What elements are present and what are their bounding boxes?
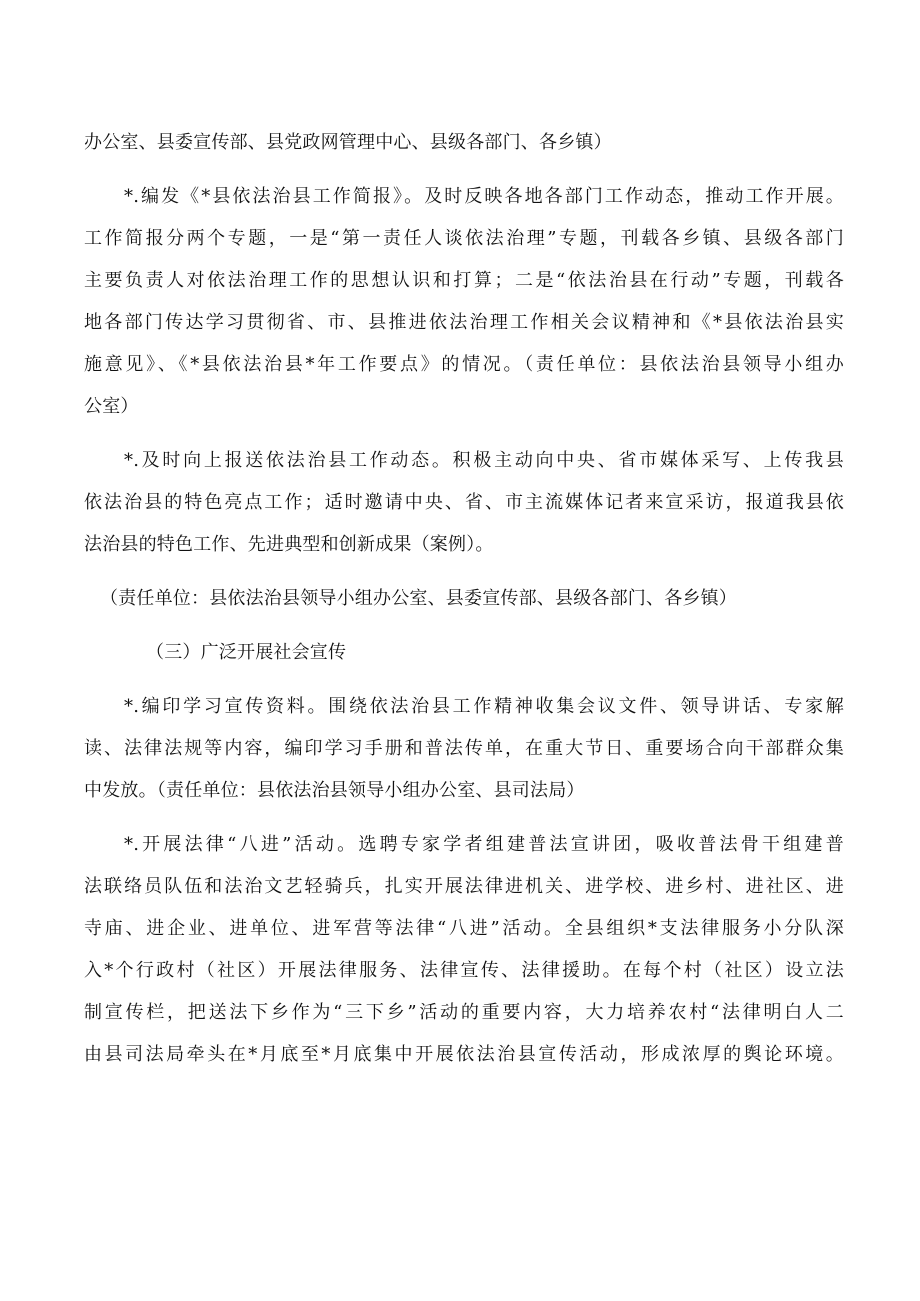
item-materials-line-3: 中发放。（责任单位：县依法治县领导小组办公室、县司法局） <box>84 780 585 801</box>
item-report-line-1: *.及时向上报送依法治县工作动态。积极主动向中央、省市媒体采写、上传我县 <box>124 450 844 471</box>
item-materials-line-2: 读、法律法规等内容，编印学习手册和普法传单，在重大节日、重要场合向干部群众集 <box>84 738 844 759</box>
item-eight-line-2: 法联络员队伍和法治文艺轻骑兵，扎实开展法律进机关、进学校、进乡村、进社区、进 <box>84 876 844 897</box>
paragraph-line-1: 办公室、县委宣传部、县党政网管理中心、县级各部门、各乡镇） <box>84 132 612 153</box>
item-eight-line-3: 寺庙、进企业、进单位、进军营等法律“八进”活动。全县组织*支法律服务小分队深 <box>84 918 844 939</box>
item-eight-line-5: 制宣传栏，把送法下乡作为“三下乡”活动的重要内容，大力培养农村“法律明白人二 <box>84 1002 844 1023</box>
responsibility-line: （责任单位：县依法治县领导小组办公室、县委宣传部、县级各部门、各乡镇） <box>100 588 737 609</box>
item-briefing-line-6: 公室） <box>84 396 139 417</box>
section-heading: （三）广泛开展社会宣传 <box>146 642 347 663</box>
item-eight-line-1: *.开展法律“八进”活动。选聘专家学者组建普法宣讲团，吸收普法骨干组建普 <box>124 834 844 855</box>
item-briefing-line-2: 工作简报分两个专题，一是“第一责任人谈依法治理”专题，刊载各乡镇、县级各部门 <box>84 228 844 249</box>
item-materials-line-1: *.编印学习宣传资料。围绕依法治县工作精神收集会议文件、领导讲话、专家解 <box>124 696 844 717</box>
item-briefing-line-3: 主要负责人对依法治理工作的思想认识和打算；二是“依法治县在行动”专题，刊载各 <box>84 270 844 291</box>
item-report-line-3: 法治县的特色工作、先进典型和创新成果（案例）。 <box>84 534 494 555</box>
item-eight-line-6: 由县司法局牵头在*月底至*月底集中开展依法治县宣传活动，形成浓厚的舆论环境。 <box>84 1044 844 1065</box>
item-briefing-line-1: *.编发《*县依法治县工作简报》。及时反映各地各部门工作动态，推动工作开展。 <box>124 186 844 207</box>
item-report-line-2: 依法治县的特色亮点工作；适时邀请中央、省、市主流媒体记者来宣采访，报道我县依 <box>84 492 844 513</box>
item-briefing-line-5: 施意见》、《*县依法治县*年工作要点》的情况。（责任单位：县依法治县领导小组办 <box>84 354 844 375</box>
item-eight-line-4: 入*个行政村（社区）开展法律服务、法律宣传、法律援助。在每个村（社区）设立法 <box>84 960 844 981</box>
item-briefing-line-4: 地各部门传达学习贯彻省、市、县推进依法治理工作相关会议精神和《*县依法治县实 <box>84 312 844 333</box>
